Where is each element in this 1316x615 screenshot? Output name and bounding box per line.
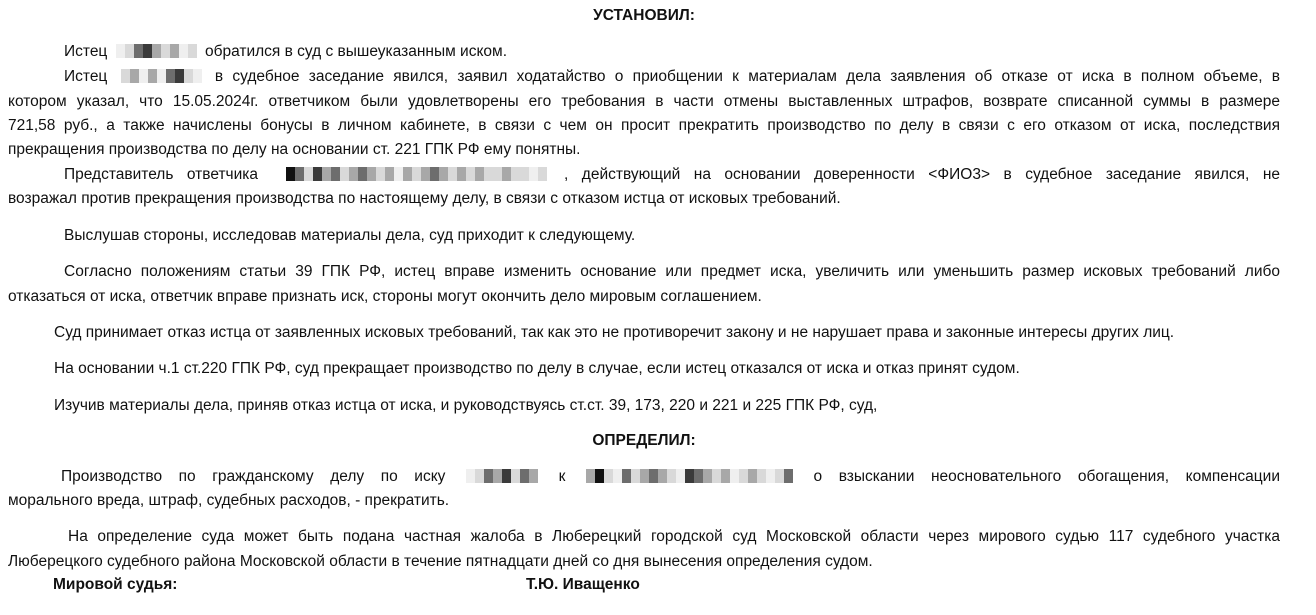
paragraph-article-39-line2: отказаться от иска, ответчик вправе признать иск, стороны могут окончить дело мировым соглашением.	[8, 288, 762, 305]
text-segment: к	[558, 468, 566, 485]
signature-title: Мировой судья:	[53, 576, 178, 593]
paragraph-proceedings-terminated-line1	[8, 465, 1280, 489]
paragraph-court-accepts-waiver: Суд принимает отказ истца от заявленных исковых требований, так как это не противоречит закону и не нарушает права и законные интересы других лиц.	[54, 324, 1175, 341]
text-segment: о взыскании неосновательного обогащения, компенсации	[813, 468, 1280, 485]
signature-name: Т.Ю. Иващенко	[526, 576, 640, 593]
text-segment: Истец	[64, 43, 108, 60]
paragraph-proceedings-terminated-line2: морального вреда, штраф, судебных расходов, - прекратить.	[8, 492, 450, 509]
paragraph-plaintiff-appeared-line1	[8, 65, 1280, 89]
paragraph-appeal-notice-line2: Люберецкого судебного района Московской области в течение пятнадцати дней со дня вынесения определения судом.	[8, 553, 873, 570]
text-segment: Представитель ответчика	[64, 166, 259, 183]
paragraph-plaintiff-filed	[8, 40, 1280, 64]
paragraph-defendant-representative-line1	[8, 163, 1280, 187]
paragraph-plaintiff-appeared-line2: котором указал, что 15.05.2024г. ответчиком были удовлетворены его требования в части отмены выставленных штрафов, возврате списанной суммы в размере	[8, 93, 1280, 110]
text-segment: Производство по гражданскому делу по иску	[61, 468, 446, 485]
text-segment: обратился в суд с вышеуказанным иском.	[204, 43, 508, 60]
redacted-representative-name	[286, 165, 547, 179]
redacted-plaintiff-name	[466, 467, 538, 481]
paragraph-plaintiff-appeared-line3: 721,58 руб., а также начислены бонусы в личном кабинете, в связи с чем он просит прекратить производство по делу в связи с его отказом от иска, последствия	[8, 117, 1280, 134]
redacted-plaintiff-name	[121, 67, 202, 81]
paragraph-article-220: На основании ч.1 ст.220 ГПК РФ, суд прекращает производство по делу в случае, если истец отказался от иска и отказ принят судом.	[54, 360, 1020, 377]
redacted-defendant-name	[586, 467, 793, 481]
court-ruling-document	[8, 0, 1280, 615]
text-segment: , действующий на основании доверенности <ФИО3> в судебное заседание явился, не	[564, 166, 1280, 183]
text-segment: Истец	[64, 68, 108, 85]
paragraph-plaintiff-appeared-line4: прекращения производства по делу на основании ст. 221 ГПК РФ ему понятны.	[8, 141, 581, 158]
paragraph-appeal-notice-line1: На определение суда может быть подана частная жалоба в Люберецкий городской суд Московской области через мирового судью 117 судебного участка	[68, 528, 1280, 545]
paragraph-hearing-parties: Выслушав стороны, исследовав материалы дела, суд приходит к следующему.	[64, 227, 636, 244]
text-segment: в судебное заседание явился, заявил ходатайство о приобщении к материалам дела заявления об отказе от иска в полном объеме, в	[214, 68, 1280, 85]
heading-established: УСТАНОВИЛ:	[593, 7, 695, 24]
heading-determined: ОПРЕДЕЛИЛ:	[592, 432, 696, 449]
paragraph-defendant-representative-line2: возражал против прекращения производства по настоящему делу, в связи с отказом истца от исковых требований.	[8, 190, 841, 207]
paragraph-article-39-line1: Согласно положениям статьи 39 ГПК РФ, истец вправе изменить основание или предмет иска, увеличить или уменьшить размер исковых требований либо	[64, 263, 1280, 280]
redacted-plaintiff-name	[116, 42, 197, 56]
paragraph-having-studied: Изучив материалы дела, приняв отказ истца от иска, и руководствуясь ст.ст. 39, 173, 220 и 221 и 225 ГПК РФ, суд,	[54, 397, 878, 414]
